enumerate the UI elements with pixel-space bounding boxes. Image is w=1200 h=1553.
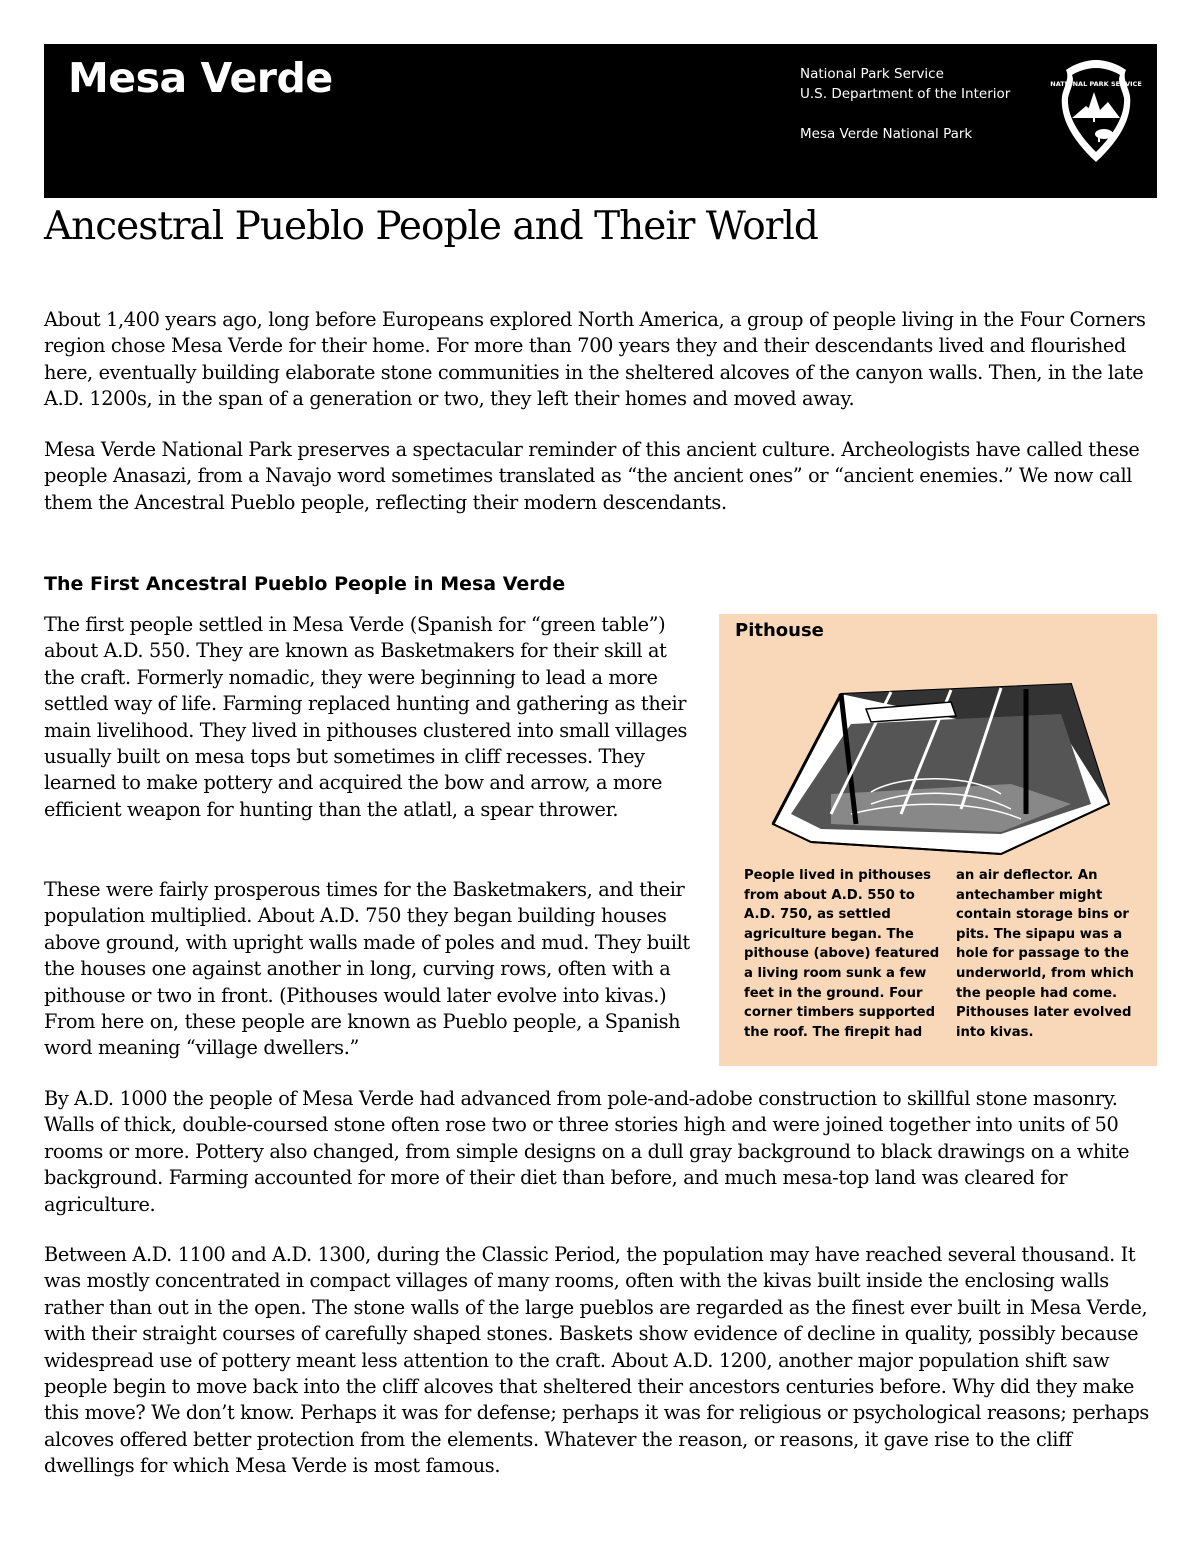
- figure-caption-right: an air deflector. An antechamber might contain storage bins or pits. The sipapu was a hole for passage to the underworld, from which the people had come. Pithouses later evolved into kivas.: [956, 868, 1134, 1040]
- intro-paragraph-2: Mesa Verde National Park preserves a spectacular reminder of this ancient culture. Archeologists have called these people Anasazi, from a Navajo word sometimes translated as “the ancient ones” or “ancient enemies.” We now call them the Ancestral Pueblo people, reflecting their modern descendants.: [44, 438, 1140, 514]
- section-paragraph-1: The first people settled in Mesa Verde (Spanish for “green table”) about A.D. 550. They are known as Basketmakers for their skill at the craft. Formerly nomadic, they were beginning to lead a more settled way of life. Farming replaced hunting and gathering as their main livelihood. They lived in pithouses clustered into small villages usually built on mesa tops but sometimes in cliff recesses. They learned to make pottery and acquired the bow and arrow, a more efficient weapon for hunting than the atlatl, a spear thrower.: [44, 613, 688, 821]
- section-paragraph-2: These were fairly prosperous times for the Basketmakers, and their population multiplied. About A.D. 750 they began building houses above ground, with upright walls made of poles and mud. They built the houses one against another in long, curving rows, often with a pithouse or two in front. (Pithouses would later evolve into kivas.) From here on, these people are known as Pueblo people, a Spanish word meaning “village dwellers.”: [44, 878, 690, 1060]
- section-paragraph-4: Between A.D. 1100 and A.D. 1300, during the Classic Period, the population may have reached several thousand. It was mostly concentrated in compact villages of many rooms, often with the kivas built inside the enclosing walls rather than out in the open. The stone walls of the large pueblos are regarded as the finest ever built in Mesa Verde, with their straight courses of carefully shaped stones. Baskets show evidence of decline in quality, possibly because widespread use of pottery meant less attention to the craft. About A.D. 1200, another major population shift saw people begin to move back into the cliff alcoves that sheltered their ancestors centuries before. Why did they make this move? We don’t know. Perhaps it was for defense; perhaps it was for religious or psychological reasons; perhaps alcoves offered better protection from the elements. Whatever the reason, or reasons, it gave rise to the cliff dwellings for which Mesa Verde is most famous.: [44, 1243, 1149, 1478]
- section-paragraph-3: By A.D. 1000 the people of Mesa Verde had advanced from pole-and-adobe construction to skillful stone masonry. Walls of thick, double-coursed stone often rose two or three stories high and were joined together into units of 50 rooms or more. Pottery also changed, from simple designs on a dull gray background to black drawings on a white background. Farming accounted for more of their diet than before, and much mesa-top land was cleared for agriculture.: [44, 1087, 1130, 1216]
- figure-title: Pithouse: [735, 620, 824, 641]
- section-heading: The First Ancestral Pueblo People in Mesa Verde: [44, 573, 566, 595]
- park-name: Mesa Verde: [68, 54, 333, 102]
- logo-text: NATIONAL PARK SERVICE: [1050, 80, 1142, 88]
- header-band: [44, 44, 1157, 198]
- figure-caption-left: People lived in pithouses from about A.D. 550 to A.D. 750, as settled agriculture began. The pithouse (above) featured a living room sunk a few feet in the ground. Four corner timbers supported the roof. The firepit had: [744, 868, 940, 1040]
- nps-arrowhead-icon: [1050, 56, 1142, 166]
- agency-block: [800, 64, 1010, 144]
- park-full-name: Mesa Verde National Park: [800, 126, 973, 142]
- pithouse-illustration: [771, 664, 1111, 859]
- page-title: Ancestral Pueblo People and Their World: [44, 204, 818, 249]
- agency-line-1: National Park Service: [800, 66, 944, 82]
- agency-line-2: U.S. Department of the Interior: [800, 86, 1011, 102]
- pithouse-figure: [719, 614, 1157, 1066]
- intro-paragraph-1: About 1,400 years ago, long before Europeans explored North America, a group of people living in the Four Corners region chose Mesa Verde for their home. For more than 700 years they and their descendants lived and flourished here, eventually building elaborate stone communities in the sheltered alcoves of the canyon walls. Then, in the late A.D. 1200s, in the span of a generation or two, they left their homes and moved away.: [44, 308, 1146, 411]
